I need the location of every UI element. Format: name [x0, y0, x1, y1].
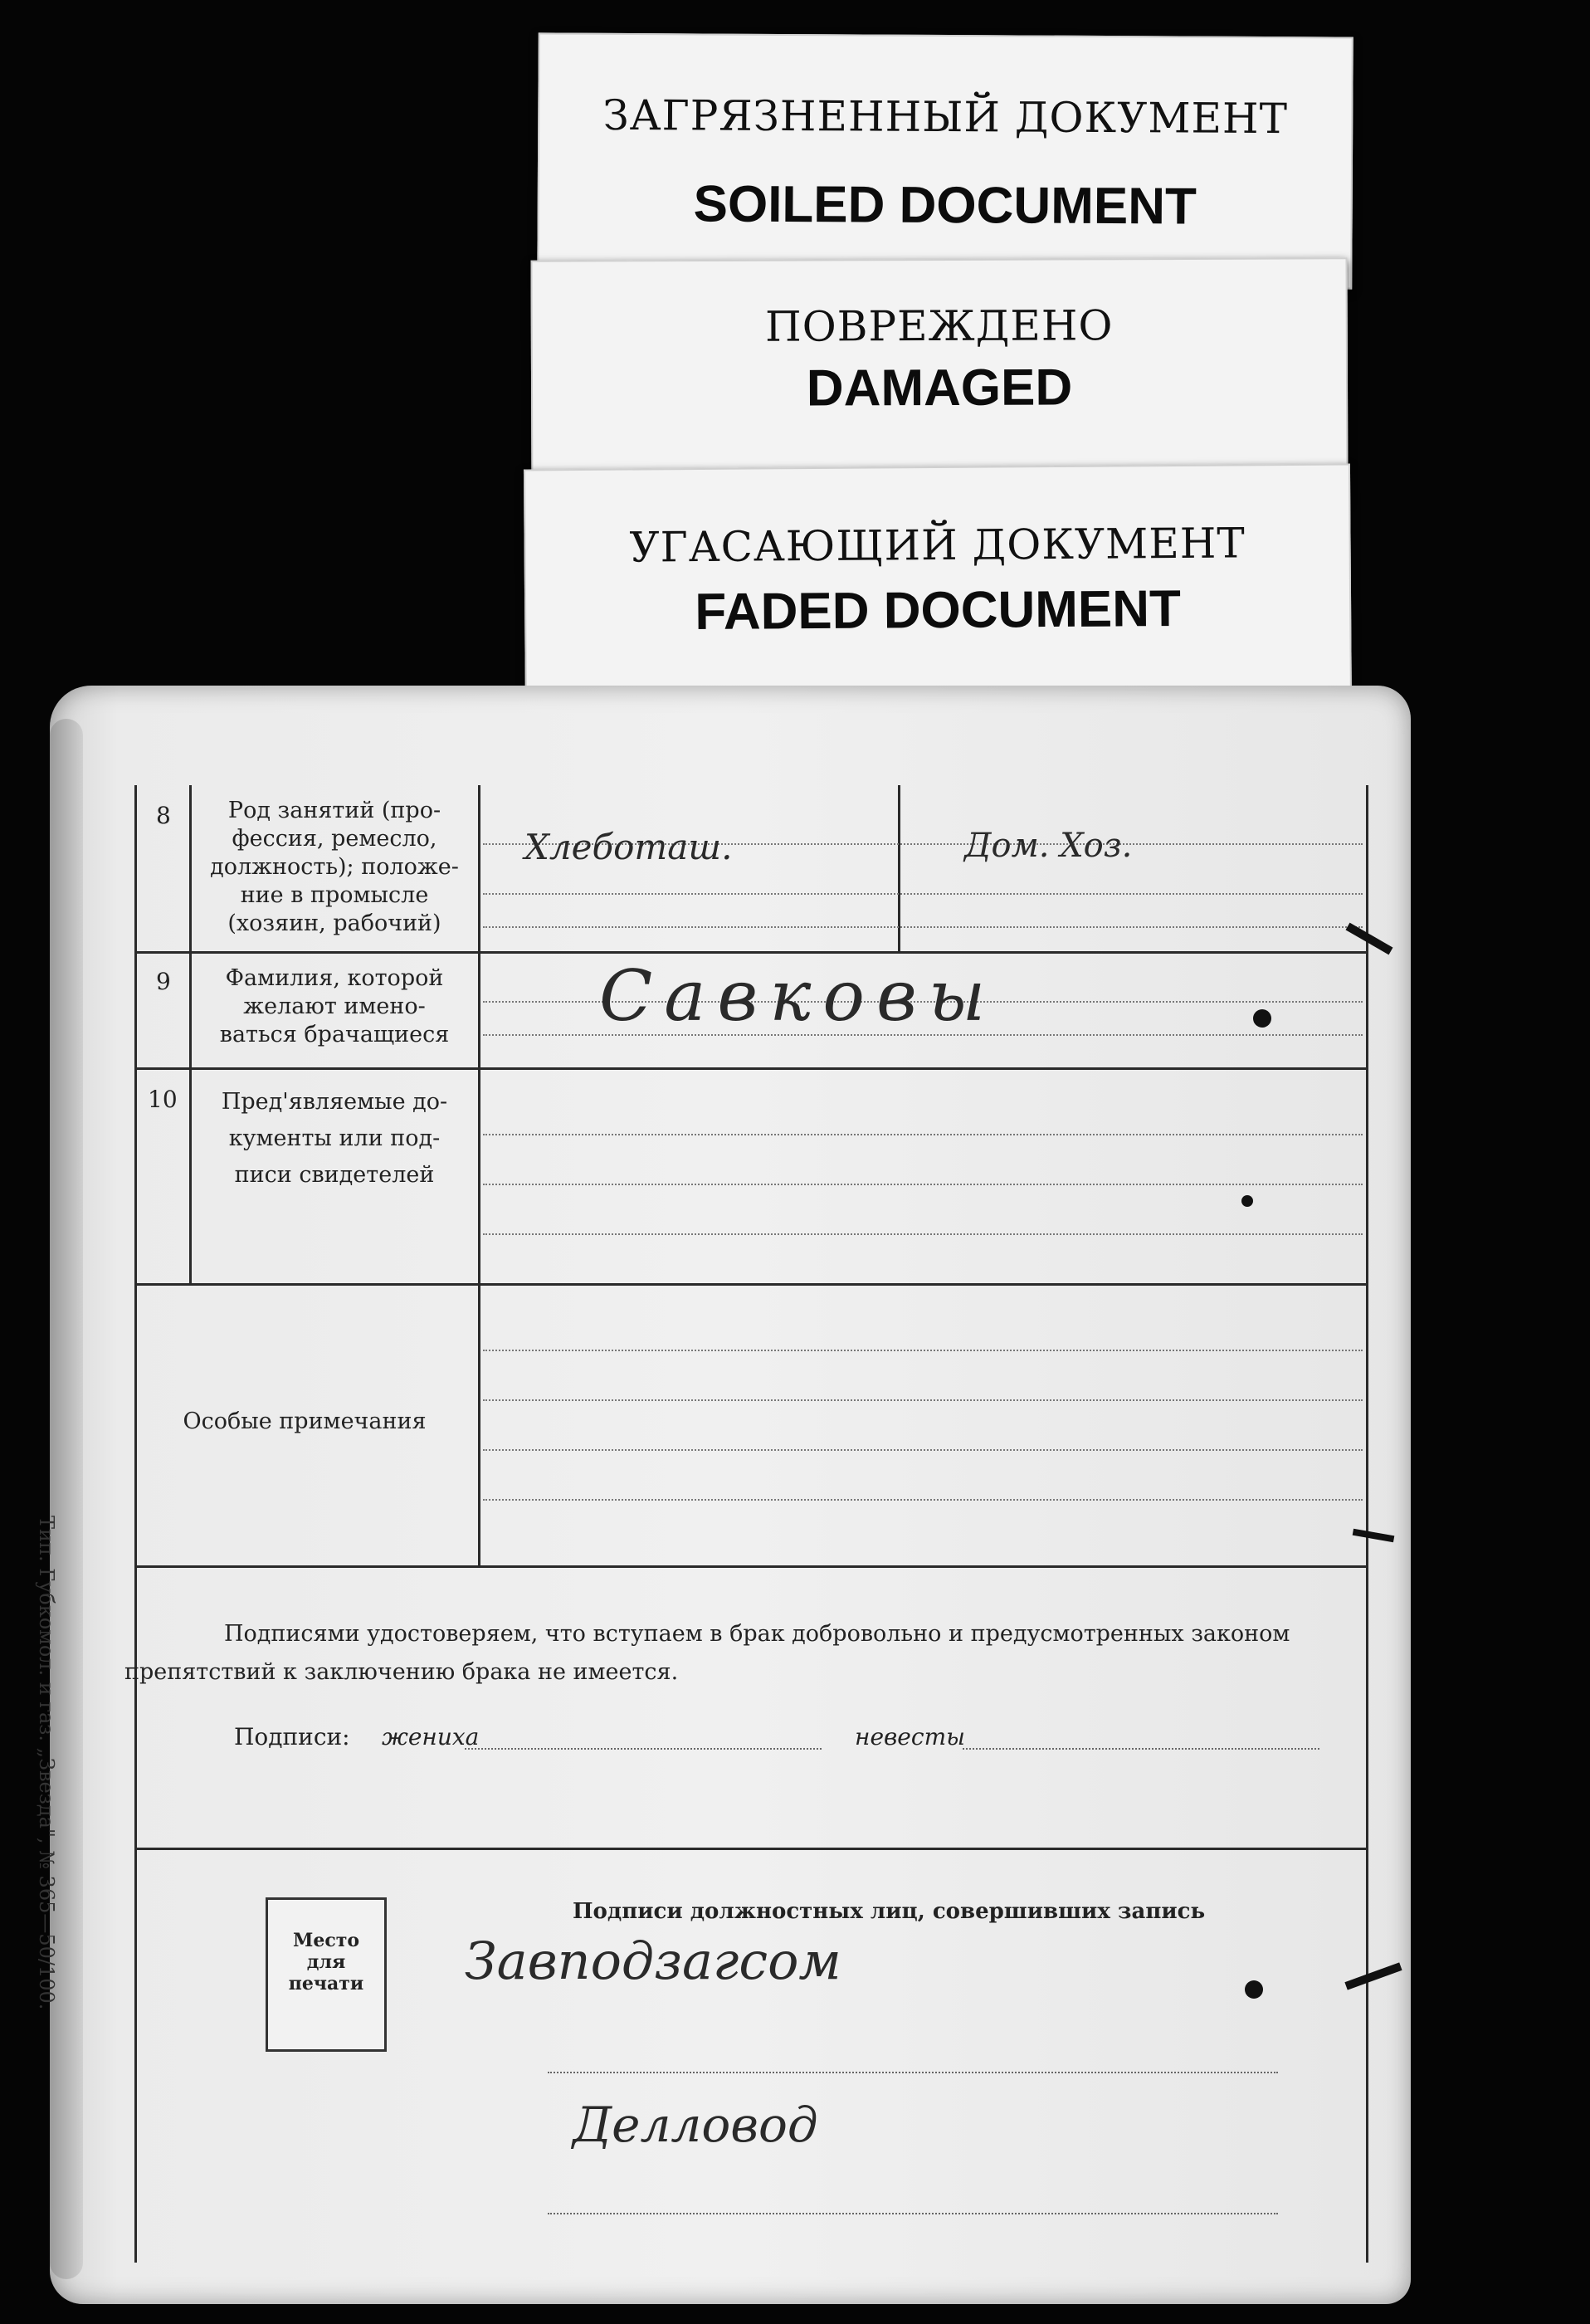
row-8-label [198, 797, 471, 938]
label-line: кументы или под- [228, 1125, 441, 1151]
damaged-label-en: DAMAGED [806, 359, 1073, 417]
faded-label-en: FADED DOCUMENT [695, 579, 1182, 642]
soiled-label-en: SOILED DOCUMENT [693, 175, 1197, 236]
surname-handwritten: Савковы [599, 955, 997, 1037]
printer-note: Тип. Губкомол. и газ. „Звезда", № 365—50/100. [35, 1516, 58, 2010]
row-9-label [198, 964, 471, 1049]
label-line: Пред'являемые до- [221, 1089, 448, 1115]
label-line: писи свидетелей [234, 1162, 435, 1188]
row-divider [134, 951, 1368, 954]
row-divider [134, 1067, 1368, 1070]
label-line: Фамилия, которой [225, 965, 444, 991]
declaration-text: Подписями удостоверяем, что вступаем в брак добровольно и предусмотренных законом препятствий к заключению брака не имеется. [124, 1621, 1290, 1685]
marriage-record-page [35, 686, 1411, 2304]
label-line: желают имено- [243, 994, 426, 1019]
label-column-divider [478, 785, 480, 1565]
signatures-label: Подписи: [234, 1723, 350, 1750]
writing-line [483, 1399, 1363, 1401]
groom-signature-line [465, 1748, 822, 1750]
row-divider [134, 1848, 1368, 1850]
label-line: ваться брачащиеся [219, 1022, 450, 1047]
writing-line [483, 1184, 1363, 1185]
soiled-document-label [537, 32, 1353, 289]
label-line: Род занятий (про- [227, 798, 441, 823]
row-10-label [198, 1084, 471, 1194]
writing-line [483, 1449, 1363, 1451]
row-divider [134, 1565, 1368, 1568]
writing-line [483, 893, 1363, 895]
officials-label: Подписи должностных лиц, совершивших запись [573, 1899, 1206, 1924]
label-line: ние в промысле [240, 882, 429, 908]
remarks-label: Особые примечания [183, 1409, 427, 1434]
row-number: 9 [156, 968, 171, 995]
label-line: фессия, ремесло, [232, 826, 437, 852]
writing-line [483, 1134, 1363, 1135]
official-signature-line [548, 2213, 1278, 2214]
row-number: 8 [156, 802, 171, 829]
label-line: (хозяин, рабочий) [227, 911, 441, 936]
row-divider [134, 1283, 1368, 1286]
damage-hole [1245, 1980, 1263, 1999]
seal-text: для [306, 1951, 346, 1973]
official-signature-2: Делловод [573, 2097, 818, 2153]
bride-signature-line [963, 1748, 1319, 1750]
row-number: 10 [148, 1086, 178, 1113]
official-signature-line [548, 2072, 1278, 2073]
damaged-label-ru: ПОВРЕЖДЕНО [764, 301, 1114, 351]
seal-text: Место [292, 1930, 360, 1951]
soiled-label-ru: ЗАГРЯЗНЕННЫЙ ДОКУМЕНТ [602, 90, 1289, 144]
seal-text: печати [288, 1973, 364, 1994]
writing-line [483, 1499, 1363, 1501]
faded-label-ru: УГАСАЮЩИЙ ДОКУМЕНТ [629, 519, 1246, 572]
damage-hole [1253, 1009, 1271, 1028]
faded-document-label [524, 464, 1352, 722]
bride-label: невесты [855, 1723, 965, 1750]
occupation-handwritten: Хлеботаш. [524, 827, 733, 867]
writing-line [483, 926, 1363, 928]
table-border-left [134, 785, 137, 2263]
form-table [134, 785, 1369, 2279]
table-border-right [1366, 785, 1368, 2263]
seal-placeholder [266, 1897, 387, 2052]
damage-hole [1241, 1195, 1253, 1207]
label-line: должность); положе- [210, 854, 459, 880]
writing-line [483, 1233, 1363, 1235]
groom-label: жениха [382, 1723, 480, 1750]
num-column-divider [189, 785, 192, 1283]
official-signature-1: Завподзагсом [465, 1931, 841, 1991]
occupation-position-handwritten: Дом. Хоз. [964, 827, 1133, 865]
writing-line [483, 1350, 1363, 1351]
